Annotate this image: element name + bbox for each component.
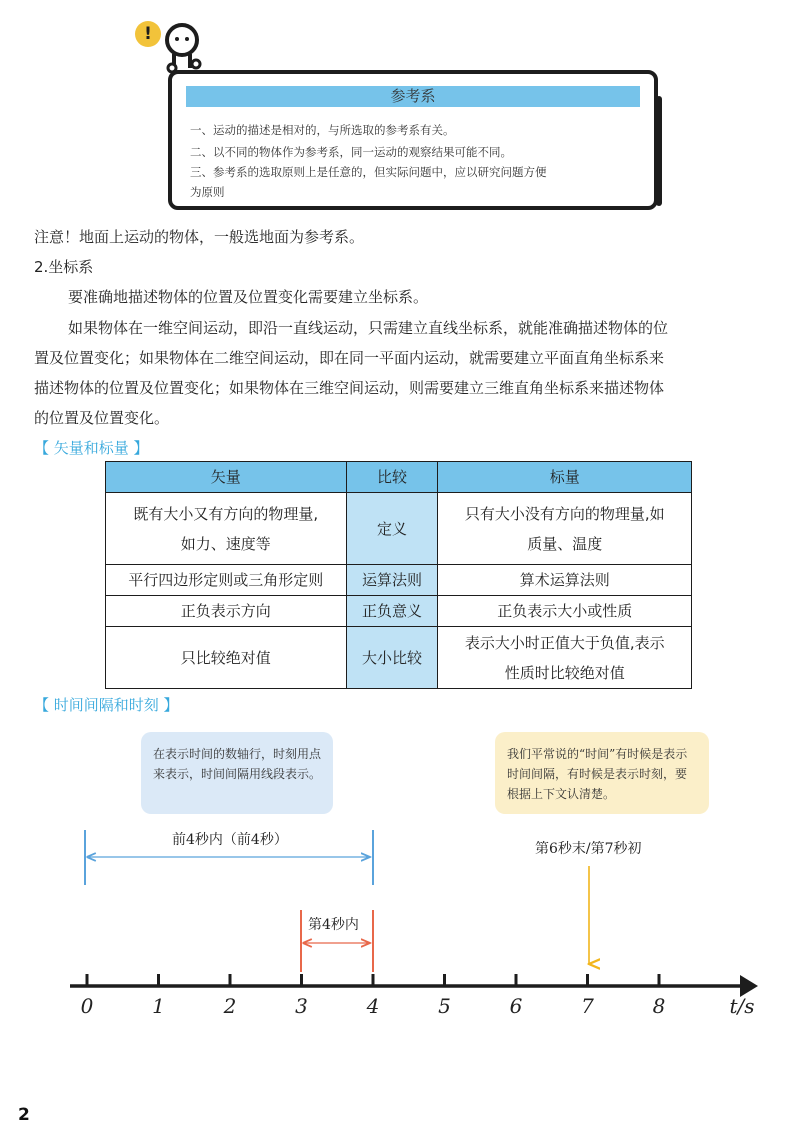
cell-text: 只有大小没有方向的物理量,如 — [464, 504, 665, 523]
cell-compare: 大小比较 — [346, 627, 438, 689]
cell-compare: 运算法则 — [346, 565, 438, 596]
note-line: 注意！地面上运动的物体，一般选地面为参考系。 — [34, 228, 365, 246]
label-first-4-seconds: 前4秒内（前4秒） — [172, 832, 288, 848]
tick-label-8: 8 — [652, 994, 666, 1018]
coord-paragraph-2-line-3: 描述物体的位置及位置变化；如果物体在三维空间运动，则需要建立三维直角坐标系来描述物体 — [34, 379, 665, 397]
cell-compare: 正负意义 — [346, 596, 438, 627]
page-number: 2 — [18, 1105, 30, 1125]
card-line-3: 三、参考系的选取原则上是任意的，但实际问题中，应以研究问题方便 — [190, 165, 547, 179]
header-compare: 比较 — [346, 462, 438, 493]
coord-paragraph-2-line-4: 的位置及位置变化。 — [34, 409, 170, 427]
note-moment-interval: 在表示时间的数轴行，时刻用点来表示，时间间隔用线段表示。 — [141, 732, 333, 814]
cell-scalar: 算术运算法则 — [438, 565, 692, 596]
note-everyday-time: 我们平常说的“时间”有时候是表示时间间隔，有时候是表示时刻，要根据上下文认清楚。 — [495, 732, 709, 814]
card-line-2: 二、以不同的物体作为参考系，同一运动的观察结果可能不同。 — [190, 145, 512, 159]
label-4th-second: 第4秒内 — [308, 917, 359, 933]
header-scalar: 标量 — [438, 462, 692, 493]
tick-label-3: 3 — [295, 994, 308, 1018]
cell-vector: 正负表示方向 — [106, 596, 347, 627]
coord-paragraph-1: 要准确地描述物体的位置及位置变化需要建立坐标系。 — [68, 288, 429, 306]
cell-scalar: 正负表示大小或性质 — [438, 596, 692, 627]
coord-paragraph-2-line-2: 置及位置变化；如果物体在二维空间运动，即在同一平面内运动，就需要建立平面直角坐标系来 — [34, 349, 665, 367]
coord-heading: 2.坐标系 — [34, 258, 94, 276]
card-line-1: 一、运动的描述是相对的，与所选取的参考系有关。 — [190, 123, 455, 137]
axis-ticks — [87, 974, 659, 986]
vector-section-heading: 【 矢量和标量 】 — [34, 439, 149, 457]
label-moment: 第6秒末/第7秒初 — [535, 841, 642, 857]
card-title: 参考系 — [390, 87, 436, 105]
cell-vector: 只比较绝对值 — [106, 627, 347, 689]
cell-text: 性质时比较绝对值 — [504, 663, 625, 682]
tick-label-0: 0 — [80, 994, 94, 1018]
header-vector: 矢量 — [106, 462, 347, 493]
coord-paragraph-2-line-1: 如果物体在一维空间运动，即沿一直线运动，只需建立直线坐标系，就能准确描述物体的位 — [68, 319, 669, 337]
cell-compare: 定义 — [346, 493, 438, 565]
cell-text: 表示大小时正值大于负值,表示 — [464, 633, 665, 652]
axis-unit-label: t/s — [729, 994, 755, 1018]
exclamation-badge: ! — [135, 21, 161, 47]
tick-label-7: 7 — [581, 994, 594, 1018]
tick-label-6: 6 — [509, 994, 523, 1018]
tick-label-4: 4 — [366, 994, 380, 1018]
card-line-4: 为原则 — [190, 185, 225, 199]
cell-vector: 平行四边形定则或三角形定则 — [106, 565, 347, 596]
time-section-heading: 【 时间间隔和时刻 】 — [34, 696, 179, 714]
tick-label-1: 1 — [152, 994, 165, 1018]
cell-text: 既有大小又有方向的物理量, — [133, 504, 319, 523]
cell-text: 如力、速度等 — [180, 534, 271, 553]
tick-label-5: 5 — [438, 994, 451, 1018]
cell-text: 质量、温度 — [527, 534, 603, 553]
tick-label-2: 2 — [223, 994, 237, 1018]
